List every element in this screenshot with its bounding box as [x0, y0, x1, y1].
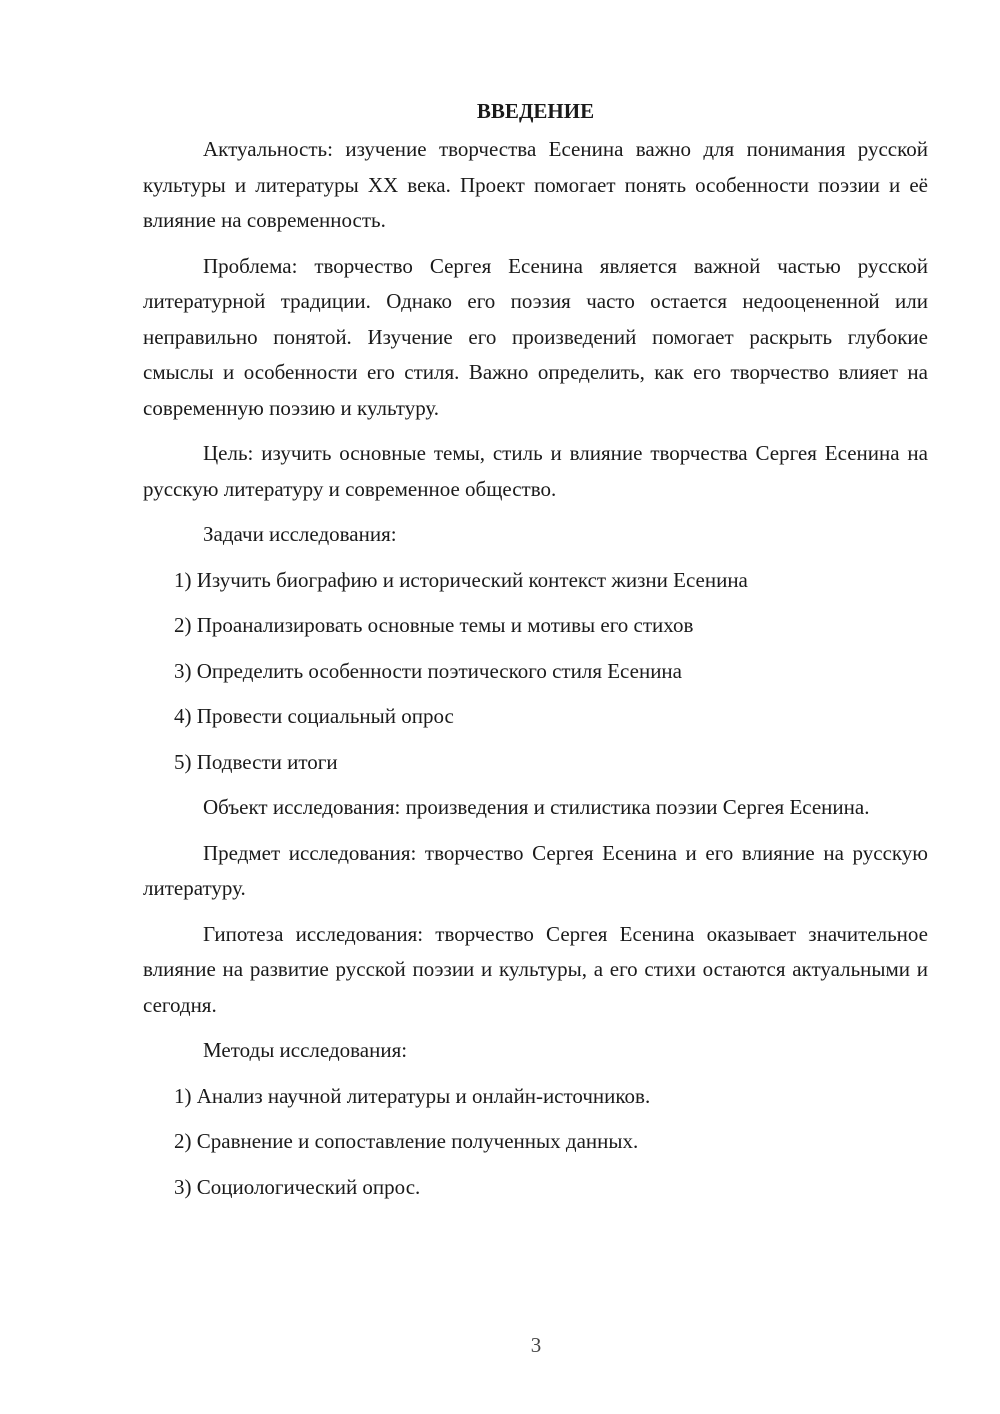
task-item: 1) Изучить биографию и исторический контекст жизни Есенина — [174, 567, 748, 592]
goal-paragraph: Цель: изучить основные темы, стиль и влияние творчества Сергея Есенина на русскую литературу и современное общество. — [143, 441, 928, 501]
task-item: 2) Проанализировать основные темы и мотивы его стихов — [174, 613, 694, 637]
method-item: 2) Сравнение и сопоставление полученных данных. — [174, 1129, 639, 1153]
method-item: 3) Социологический опрос. — [174, 1174, 421, 1199]
hypothesis-paragraph: Гипотеза исследования: творчество Сергея Есенина оказывает значительное влияние на развитие русской поэзии и культуры, а его стихи остаются актуальными и сегодня. — [143, 921, 928, 1017]
document-page — [143, 94, 928, 1205]
tasks-heading: Задачи исследования: — [203, 522, 397, 546]
section-title: ВВЕДЕНИЕ — [476, 99, 595, 123]
task-item: 4) Провести социальный опрос — [174, 704, 454, 728]
method-item: 1) Анализ научной литературы и онлайн-источников. — [174, 1083, 651, 1108]
methods-heading: Методы исследования: — [203, 1038, 408, 1062]
problem-paragraph: Проблема: творчество Сергея Есенина является важной частью русской литературной традиции. Однако его поэзия часто остается недооцененной или неправильно понятой. Изучение его произведений помогает раскрыть глубокие смыслы и особенности его стиля. Важно определить, как его творчество влияет на современную поэзию и культуру. — [143, 253, 928, 420]
page-number: 3 — [530, 1333, 542, 1357]
subject-paragraph: Предмет исследования: творчество Сергея Есенина и его влияние на русскую литературу. — [143, 840, 928, 900]
task-item: 3) Определить особенности поэтического стиля Есенина — [174, 658, 682, 683]
relevance-paragraph: Актуальность: изучение творчества Есенина важно для понимания русской культуры и литературы XX века. Проект помогает понять особенности поэзии и её влияние на современность. — [143, 137, 928, 232]
task-item: 5) Подвести итоги — [174, 749, 338, 774]
object-paragraph: Объект исследования: произведения и стилистика поэзии Сергея Есенина. — [203, 795, 870, 819]
